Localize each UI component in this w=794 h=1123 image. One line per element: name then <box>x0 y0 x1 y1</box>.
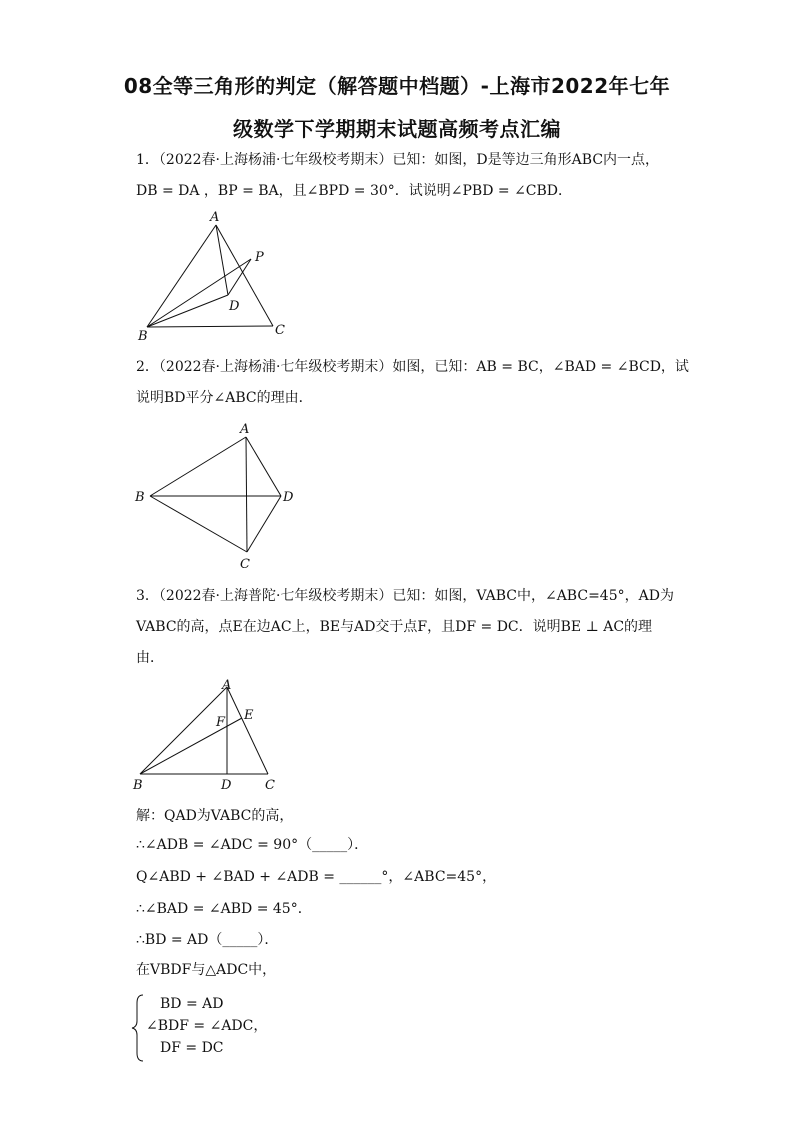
solution-step-6: 在VBDF与△ADC中， <box>136 962 277 978</box>
q1-segment-pd <box>228 259 251 295</box>
q3-label-d: D <box>221 778 232 793</box>
q2-segment-cb <box>150 496 247 552</box>
q2-text-line-1: 2．（2022春·上海杨浦·七年级校考期末）如图，已知：AB = BC，∠BAD = ∠BCD，试 <box>136 359 689 375</box>
q2-label-a: A <box>240 422 250 437</box>
q1-label-p: P <box>255 250 264 265</box>
q2-figure <box>130 418 305 573</box>
q3-figure <box>130 675 290 795</box>
document-title-line-1: 08全等三角形的判定（解答题中档题）-上海市2022年七年 <box>123 74 671 98</box>
q1-segment-bp <box>147 259 251 327</box>
q1-text-line-2: DB = DA ，BP = BA，且∠BPD = 30°．试说明∠PBD = ∠CBD． <box>136 183 573 199</box>
solution-step-2: ∴∠ADB = ∠ADC = 90°（_____）． <box>136 837 369 853</box>
q1-segment-bd <box>147 295 228 327</box>
q2-segment-dc <box>247 496 281 552</box>
q3-text-line-2: VABC的高，点E在边AC上，BE与AD交于点F，且DF = DC．说明BE ⊥ AC的理 <box>136 619 653 635</box>
q3-label-e: E <box>244 708 254 723</box>
q2-segment-ba <box>150 437 246 496</box>
q1-label-d: D <box>229 299 240 314</box>
q2-label-d: D <box>283 490 294 505</box>
q3-segment-ac <box>227 687 268 774</box>
q1-figure <box>130 205 295 345</box>
q1-label-a: A <box>210 210 220 225</box>
q2-label-c: C <box>240 557 250 572</box>
q2-segment-ac <box>246 437 247 552</box>
q1-text-line-1: 1．（2022春·上海杨浦·七年级校考期末）已知：如图，D是等边三角形ABC内一点， <box>136 152 660 168</box>
q3-label-c: C <box>265 778 275 793</box>
q3-segment-ab <box>140 687 227 774</box>
system-line-2: ∠BDF = ∠ADC， <box>146 1018 268 1034</box>
solution-step-1: 解：QAD为VABC的高， <box>136 808 294 824</box>
q3-text-line-3: 由． <box>136 650 164 666</box>
q1-segment-bc <box>147 326 273 327</box>
q3-label-b: B <box>133 778 143 793</box>
system-line-1: BD = AD <box>160 996 224 1012</box>
q3-text-line-1: 3．（2022春·上海普陀·七年级校考期末）已知：如图，VABC中，∠ABC=45°，AD为 <box>136 588 674 604</box>
solution-step-5: ∴BD = AD（_____）． <box>136 932 279 948</box>
q1-segment-ab <box>147 225 216 327</box>
system-line-3: DF = DC <box>160 1040 224 1056</box>
solution-step-4: ∴∠BAD = ∠ABD = 45°． <box>136 901 312 917</box>
q1-label-c: C <box>275 323 285 338</box>
solution-step-3: Q∠ABD + ∠BAD + ∠ADB = ______°，∠ABC=45°， <box>136 869 497 885</box>
document-title-line-2: 级数学下学期期末试题高频考点汇编 <box>233 117 561 141</box>
q2-segment-ad <box>246 437 281 496</box>
q1-label-b: B <box>138 329 148 344</box>
q2-text-line-2: 说明BD平分∠ABC的理由． <box>136 390 313 406</box>
system-brace <box>131 993 145 1063</box>
q3-label-a: A <box>222 678 232 693</box>
q3-label-f: F <box>216 715 226 730</box>
q2-label-b: B <box>135 490 145 505</box>
